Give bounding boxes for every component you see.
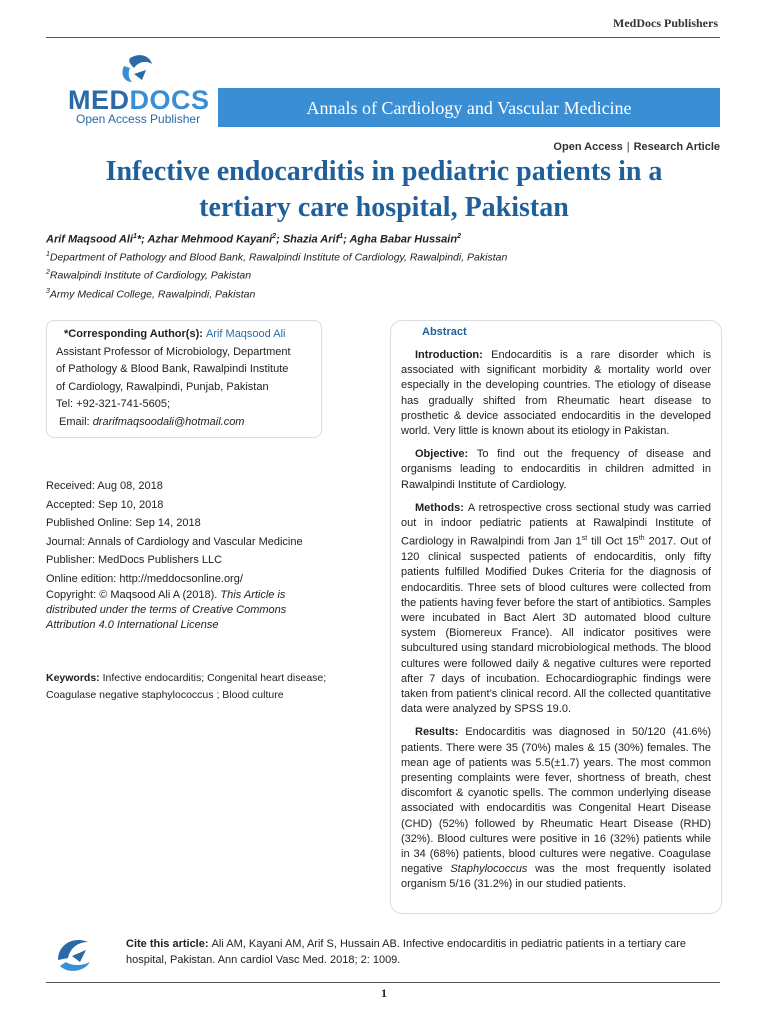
abstract-body bbox=[401, 348, 711, 901]
section-text: 2017. Out of 120 clinical suspected patients of endocarditis, only fifty patients fulfilled Modified Dukes Criteria for the diagnosis of endocarditis. Three sets of blood cultures were collected from the patients having fever before the start of antibiotics. Samples were incubated in Bact Alert 3D automated blood culture system (Biomereux France). All indicator positives were subcultured using standard microbiological methods. The blood cultures were followed daily & negative cultures were reported after 7 days of incubation. Echocardiographic findings were taken from patient’s clinical record. All the collected quantitative data were analyzed by SPSS 19.0. bbox=[401, 535, 712, 716]
section-text: Endocarditis was diagnosed in 50/120 (41.6%) patients. There were 35 (70%) males & 15 (30%) females. The mean age of patients was 5.5(±1.7) years. The most common presenting complaints were fever, shortness of breath, chest discomfort & cyanotic spells. The common underlying disease associated with endocarditis was Congenital Heart Disease (CHD) (52%) followed by Rheumatic Heart Disease (RHD) (32%). Blood cultures were positive in 16 (32%) patients while in 34 (68%) patients, blood cultures were negative. Coagulase negative bbox=[401, 726, 711, 876]
abstract-objective bbox=[401, 447, 711, 493]
section-text: To find out the frequency of disease and organisms leading to endocarditis in children admitted in Rawalpindi Institute of Cardiology. bbox=[401, 448, 711, 491]
logo-wordmark-a: MED bbox=[68, 85, 130, 115]
article-title-line-1: Infective endocarditis in pediatric patients in a bbox=[105, 156, 663, 187]
logo-tagline: Open Access Publisher bbox=[76, 112, 201, 126]
author-sep: ; bbox=[276, 233, 283, 246]
top-divider bbox=[46, 37, 720, 38]
received-date: Received: Aug 08, 2018 bbox=[46, 480, 163, 492]
affiliation-text: Rawalpindi Institute of Cardiology, Pakistan bbox=[49, 269, 252, 282]
abstract-introduction bbox=[401, 348, 711, 439]
journal-name: Journal: Annals of Cardiology and Vascular Medicine bbox=[46, 535, 303, 548]
author-name: Shazia Arif bbox=[282, 233, 340, 246]
corresponding-author-info bbox=[56, 326, 318, 431]
article-title bbox=[46, 154, 722, 226]
corresponding-label: *Corresponding Author(s): bbox=[64, 328, 206, 340]
section-label: Objective: bbox=[415, 448, 477, 461]
email-link[interactable]: drarifmaqsoodali@hotmail.com bbox=[92, 415, 245, 428]
author-sep: *; bbox=[136, 233, 148, 246]
author-sup: 1 bbox=[339, 233, 344, 240]
open-access-label: Open Access bbox=[553, 141, 623, 153]
keywords-text: Infective endocarditis; Congenital heart disease; Coagulase negative staphylococcus ; Blood culture bbox=[46, 672, 327, 701]
section-label: Methods: bbox=[415, 501, 468, 514]
corresponding-line: of Cardiology, Rawalpindi, Punjab, Pakistan bbox=[56, 380, 269, 393]
affiliation-text: Department of Pathology and Blood Bank, Rawalpindi Institute of Cardiology, Rawalpindi, Pakistan bbox=[49, 251, 508, 264]
section-label: Introduction: bbox=[415, 349, 492, 361]
cite-label: Cite this article: bbox=[126, 938, 212, 950]
publication-info bbox=[46, 477, 336, 633]
access-separator: | bbox=[626, 141, 630, 153]
ordinal-sup: th bbox=[638, 535, 645, 543]
author-name: Azhar Mehmood Kayani bbox=[147, 233, 273, 246]
section-text: till Oct 15 bbox=[587, 535, 639, 548]
section-text: Endocarditis is a rare disorder which is associated with significant morbidity & mortality world over especially in the developing countries. The etiology of disease has gradually shifted from Rheumatic heart disease to prosthetic & device associated endocarditis in the developed world. Very little is known about its etiology in Pakistan. bbox=[401, 349, 711, 438]
organism-name: Staphylococcus bbox=[450, 863, 528, 876]
section-text: was the most frequently isolated organism 5/16 (31.2%) in our studied patients. bbox=[401, 863, 711, 891]
section-label: Results: bbox=[415, 726, 466, 739]
author-sup: 2 bbox=[457, 233, 461, 240]
author-name: Agha Babar Hussain bbox=[349, 233, 458, 246]
corresponding-line: Assistant Professor of Microbiology, Department bbox=[56, 345, 291, 358]
affiliation-text: Army Medical College, Rawalpindi, Pakistan bbox=[49, 288, 256, 301]
author-sup: 2 bbox=[272, 233, 277, 240]
published-date: Published Online: Sep 14, 2018 bbox=[46, 517, 201, 529]
abstract-results bbox=[401, 725, 711, 892]
citation bbox=[126, 936, 720, 968]
corresponding-line: Tel: +92-321-741-5605; bbox=[56, 398, 171, 410]
copyright: Copyright: © Maqsood Ali A (2018). bbox=[46, 589, 221, 601]
email-label: Email: bbox=[56, 415, 93, 428]
author-sep: ; bbox=[343, 233, 350, 246]
section-text: A retrospective cross sectional study was carried out in indoor pediatric patients at Rawalpindi Institute of Cardiology in Rawalpindi from Jan 1 bbox=[401, 501, 711, 548]
ordinal-sup: st bbox=[581, 535, 588, 543]
article-access-type bbox=[553, 141, 720, 153]
publisher-name: MedDocs Publishers bbox=[613, 16, 718, 30]
keywords bbox=[46, 670, 336, 703]
license-text: This Article is distributed under the terms of Creative Commons Attribution 4.0 International License bbox=[46, 589, 287, 631]
publisher-line: Publisher: MedDocs Publishers LLC bbox=[46, 554, 223, 566]
logo-wordmark-b: DOCS bbox=[129, 85, 210, 115]
online-edition-link[interactable]: Online edition: http://meddocsonline.org/ bbox=[46, 572, 243, 585]
keywords-label: Keywords: bbox=[46, 672, 103, 684]
affiliation-3 bbox=[46, 288, 255, 301]
affiliation-1 bbox=[46, 251, 507, 264]
meddocs-swirl-icon bbox=[48, 932, 108, 976]
author-sup: 1 bbox=[132, 233, 137, 240]
author-list bbox=[46, 233, 461, 246]
corresponding-name: Arif Maqsood Ali bbox=[205, 328, 286, 340]
abstract-heading: Abstract bbox=[422, 326, 467, 338]
affiliation-sup: 1 bbox=[46, 251, 50, 258]
affiliation-sup: 3 bbox=[46, 288, 50, 295]
cite-text: Ali AM, Kayani AM, Arif S, Hussain AB. Infective endocarditis in pediatric patients in a tertiary care hospital, Pakistan. Ann cardiol Vasc Med. 2018; 2: 1009. bbox=[126, 938, 687, 966]
journal-banner-title: Annals of Cardiology and Vascular Medicine bbox=[306, 98, 632, 118]
affiliation-sup: 2 bbox=[46, 269, 50, 276]
article-type-label: Research Article bbox=[633, 141, 720, 153]
bottom-divider bbox=[46, 982, 720, 983]
affiliation-2 bbox=[46, 269, 251, 282]
page-number: 1 bbox=[381, 986, 387, 1000]
abstract-methods bbox=[401, 501, 711, 718]
article-title-line-2: tertiary care hospital, Pakistan bbox=[199, 192, 569, 223]
author-name: Arif Maqsood Ali bbox=[46, 233, 133, 246]
accepted-date: Accepted: Sep 10, 2018 bbox=[46, 498, 164, 511]
corresponding-line: of Pathology & Blood Bank, Rawalpindi Institute bbox=[56, 363, 289, 375]
